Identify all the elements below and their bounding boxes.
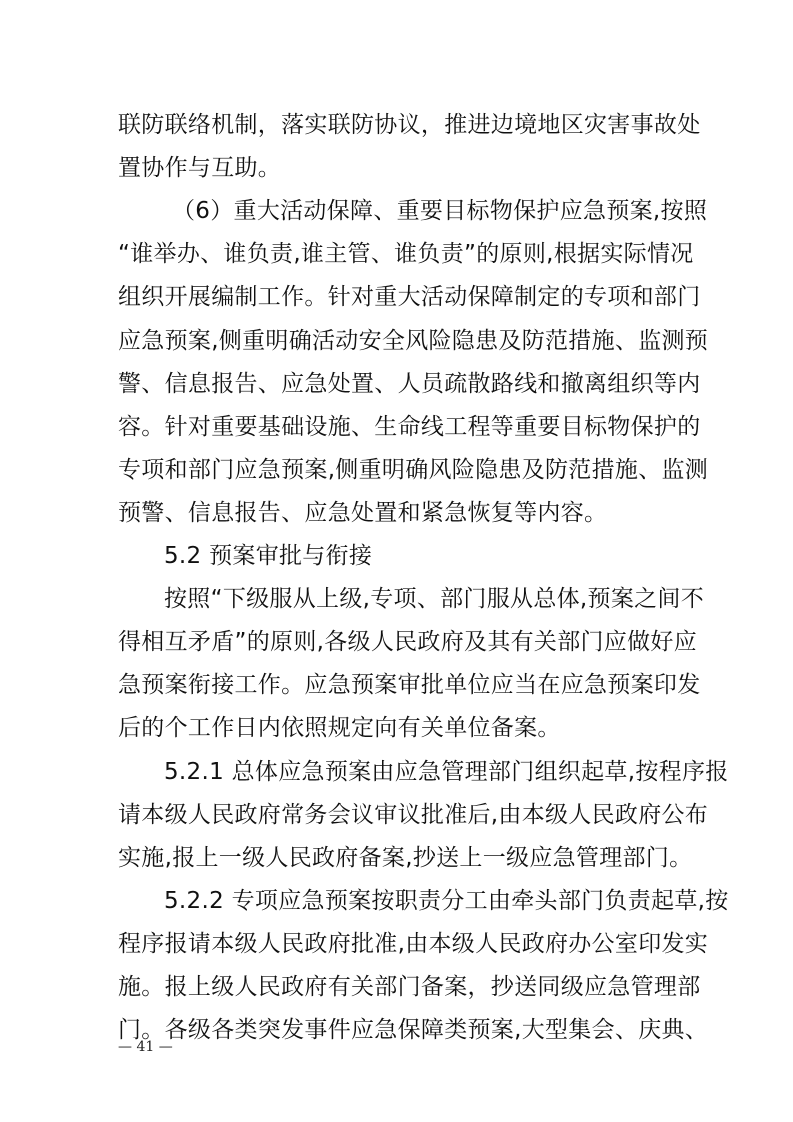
body-line: 门。各级各类突发事件应急保障类预案,大型集会、庆典、 <box>118 1017 709 1043</box>
body-line: 后的个工作日内依照规定向有关单位备案。 <box>118 715 561 741</box>
body-line: 得相互矛盾”的原则,各级人民政府及其有关部门应做好应 <box>118 629 698 655</box>
section-5-2-2-line: 5.2.2 专项应急预案按职责分工由牵头部门负责起草,按 <box>164 888 729 914</box>
section-6-heading-line: （6）重大活动保障、重要目标物保护应急预案,按照 <box>172 198 708 224</box>
body-line: 置协作与互助。 <box>118 155 282 181</box>
body-line: 应急预案,侧重明确活动安全风险隐患及防范措施、监测预 <box>118 328 709 354</box>
body-line: 联防联络机制，落实联防协议，推进边境地区灾害事故处 <box>118 112 701 138</box>
body-line: 程序报请本级人民政府批准,由本级人民政府办公室印发实 <box>118 931 709 957</box>
body-line: 警、信息报告、应急处置、人员疏散路线和撤离组织等内 <box>118 371 701 397</box>
section-5-2-heading: 5.2 预案审批与衔接 <box>164 543 373 569</box>
body-line: 请本级人民政府常务会议审议批准后,由本级人民政府公布 <box>118 802 709 828</box>
body-line: 急预案衔接工作。应急预案审批单位应当在应急预案印发 <box>118 672 701 698</box>
page-number: — 41 — <box>118 1039 173 1055</box>
body-line: 实施,报上一级人民政府备案,抄送上一级应急管理部门。 <box>118 845 693 871</box>
body-line: 施。报上级人民政府有关部门备案，抄送同级应急管理部 <box>118 974 701 1000</box>
body-line: 专项和部门应急预案,侧重明确风险隐患及防范措施、监测 <box>118 457 709 483</box>
body-line: “谁举办、谁负责,谁主管、谁负责”的原则,根据实际情况 <box>118 241 694 267</box>
body-line: 容。针对重要基础设施、生命线工程等重要目标物保护的 <box>118 414 701 440</box>
body-line: 预警、信息报告、应急处置和紧急恢复等内容。 <box>118 500 608 526</box>
body-line: 组织开展编制工作。针对重大活动保障制定的专项和部门 <box>118 284 701 310</box>
section-5-2-1-line: 5.2.1 总体应急预案由应急管理部门组织起草,按程序报 <box>164 759 729 785</box>
body-line: 按照“下级服从上级,专项、部门服从总体,预案之间不 <box>164 586 705 612</box>
